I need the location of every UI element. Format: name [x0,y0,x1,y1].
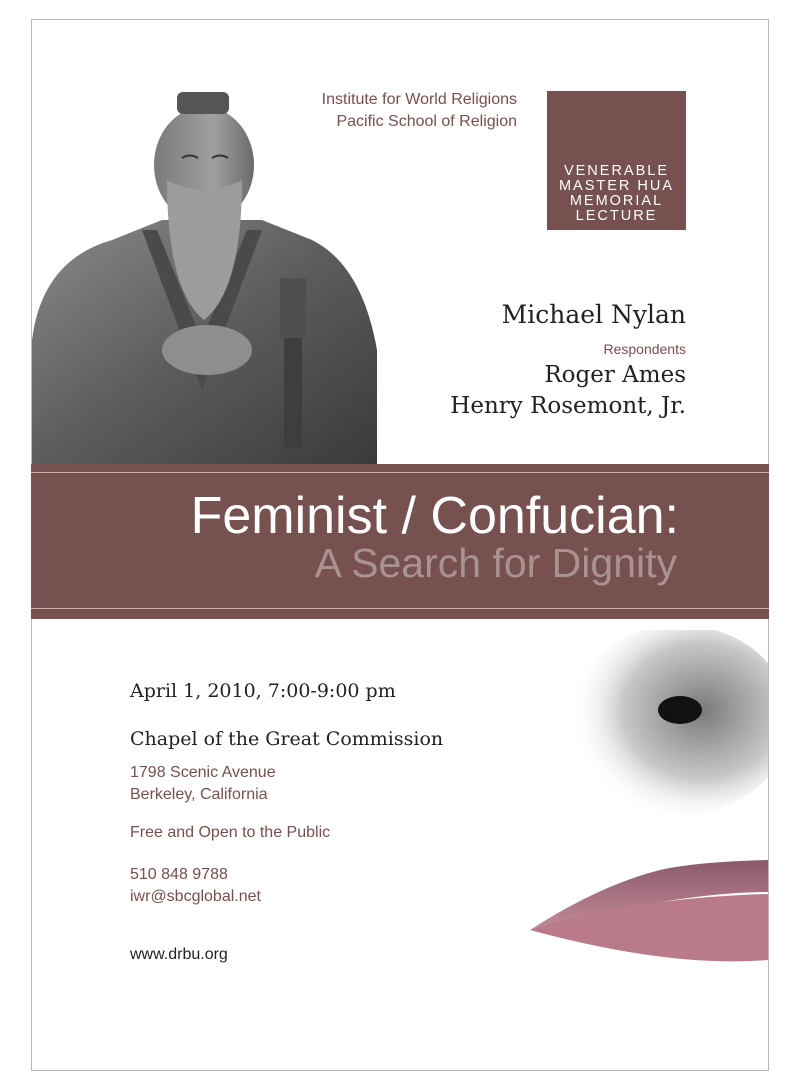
title-band [31,464,769,619]
organizers [322,89,517,133]
address-line: Berkeley, California [130,786,268,803]
respondent-name: Henry Rosemont, Jr. [450,393,686,419]
admission-note: Free and Open to the Public [130,824,331,841]
organizer-name: Institute for World Religions [321,91,517,108]
event-date-time: April 1, 2010, 7:00-9:00 pm [130,680,396,702]
confucius-statue-image [32,90,377,465]
face-nose-lips-image [510,630,768,990]
lecture-title: Feminist / Confucian: [190,487,679,545]
lecture-series-line: MEMORIAL [569,193,664,209]
lecture-series-line: VENERABLE [563,163,670,179]
phone-number: 510 848 9788 [130,866,228,883]
contact-info [130,864,261,908]
respondent-name: Roger Ames [544,362,686,388]
divider [31,472,769,473]
website-link[interactable]: www.drbu.org [130,946,228,963]
lecture-subtitle: A Search for Dignity [314,540,677,586]
event-venue: Chapel of the Great Commission [130,728,444,750]
respondents-label: Respondents [603,341,686,357]
email-address[interactable]: iwr@sbcglobal.net [130,888,261,905]
speaker-name: Michael Nylan [501,300,686,329]
lecture-series-line: LECTURE [575,208,658,224]
lecture-series-badge [547,91,686,230]
divider [31,608,769,609]
organizer-name: Pacific School of Religion [336,113,517,130]
event-address [130,762,276,806]
lecture-series-line: MASTER HUA [558,178,675,194]
address-line: 1798 Scenic Avenue [130,764,276,781]
